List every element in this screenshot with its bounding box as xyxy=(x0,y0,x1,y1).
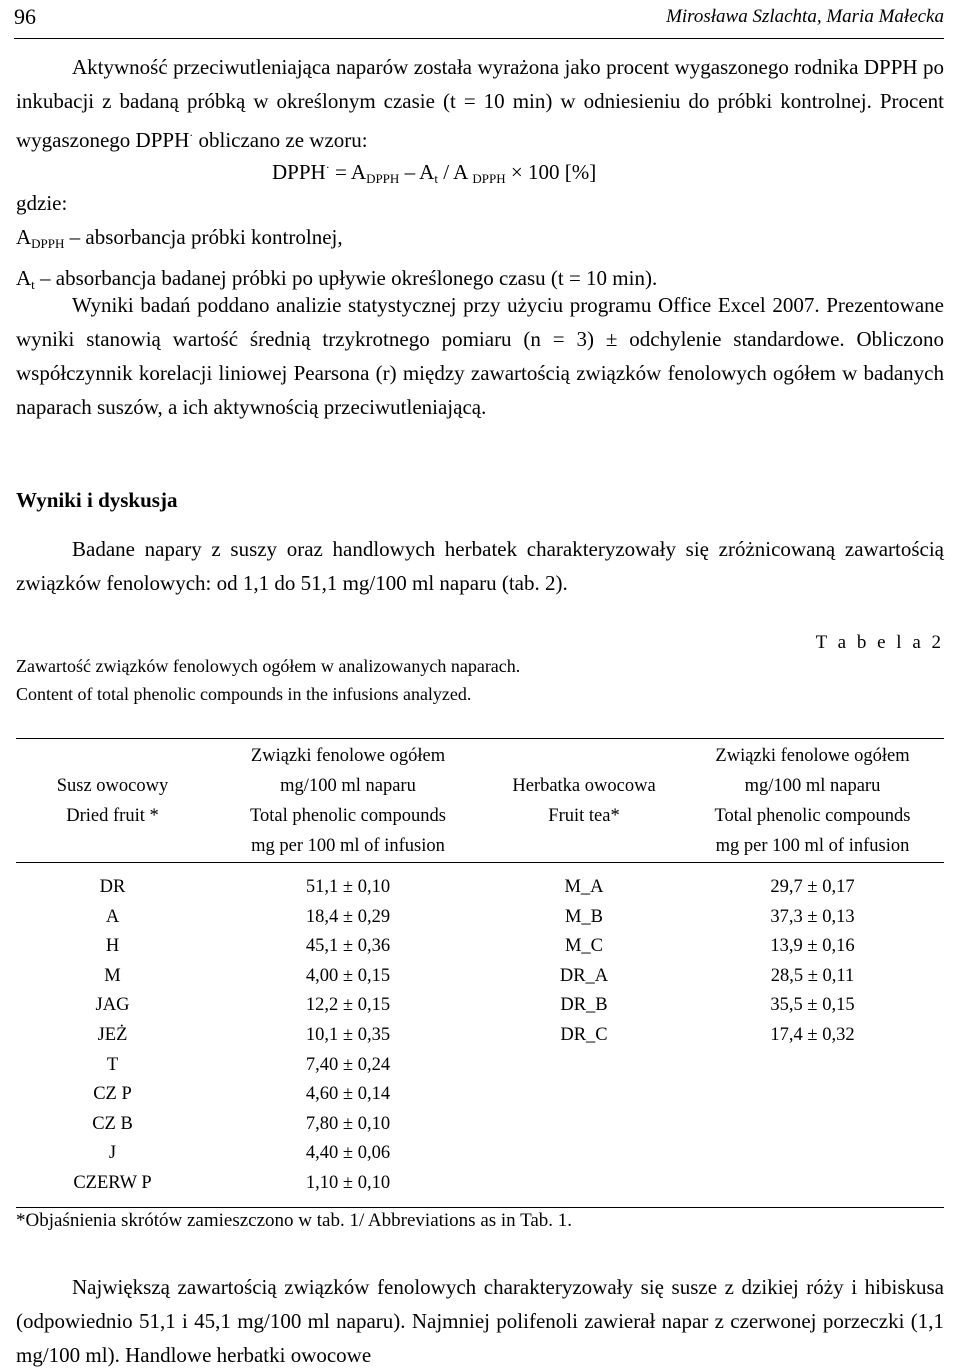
where-label: gdzie: xyxy=(16,191,68,215)
col-header-tea-phenolics: Związki fenolowe ogółem mg/100 ml naparu Total phenolic compounds mg per 100 ml of infusion xyxy=(681,739,944,863)
formula-lhs: DPPH xyxy=(272,160,326,184)
table-caption-pl: Zawartość związków fenolowych ogółem w analizowanych naparach. xyxy=(16,656,521,676)
col-header-fruit-tea: Herbatka owocowa Fruit tea* xyxy=(487,739,681,863)
table-row: CZ P 4,60 ± 0,14 xyxy=(93,1084,391,1105)
table-row: CZERW P 1,10 ± 0,10 xyxy=(73,1172,391,1193)
col-header-dried-fruit: Susz owocowy Dried fruit * xyxy=(16,739,209,863)
table-row: DR 51,1 ± 0,10 M_A 29,7 ± 0,17 xyxy=(99,877,855,897)
paragraph-results: Badane napary z suszy oraz handlowych herbatek charakteryzowały się zróżnicowaną zawartością związków fenolowych: od 1,1 do 51,1 mg/100 ml naparu (tab. 2). xyxy=(16,537,944,595)
legend-sub: t xyxy=(31,277,35,292)
section-heading: Wyniki i dyskusja xyxy=(16,488,178,512)
formula-minus: – A xyxy=(399,160,435,184)
para1-text-end: obliczano ze wzoru: xyxy=(193,128,368,152)
table-row: M 4,00 ± 0,15 DR_A 28,5 ± 0,11 xyxy=(104,965,855,986)
table-row: T 7,40 ± 0,24 xyxy=(106,1054,391,1075)
formula-sub: DPPH xyxy=(472,171,506,186)
formula-legend xyxy=(16,186,944,302)
page-header xyxy=(14,0,944,39)
paragraph-discussion: Największą zawartością związków fenolowych charakteryzowały się susze z dzikiej róży i hibiskusa (odpowiednio 51,1 i 45,1 mg/100 ml naparu). Najmniej polifenoli zawierał napar z czerwonej porzeczki (1,1 mg/100 ml). Handlowe herbatki owocowe xyxy=(16,1275,944,1367)
formula-eq: = A xyxy=(329,160,367,184)
table-footnote: *Objaśnienia skrótów zamieszczono w tab. 1/ Abbreviations as in Tab. 1. xyxy=(16,1210,573,1231)
table-row: H 45,1 ± 0,36 M_C 13,9 ± 0,16 xyxy=(105,936,855,957)
col-header-fruit-phenolics: Związki fenolowe ogółem mg/100 ml naparu Total phenolic compounds mg per 100 ml of infusion xyxy=(209,739,487,863)
table-label: T a b e l a 2 xyxy=(815,632,944,653)
legend-symbol: A xyxy=(16,225,32,249)
paragraph-dpph-method xyxy=(16,50,944,157)
formula-sub: DPPH xyxy=(366,171,400,186)
running-head-authors: Mirosława Szlachta, Maria Małecka xyxy=(666,6,944,27)
formula-radical-dot: · xyxy=(325,160,330,174)
formula-div: / A xyxy=(437,160,473,184)
table-row: JAG 12,2 ± 0,15 DR_B 35,5 ± 0,15 xyxy=(95,995,855,1016)
radical-dot: · xyxy=(189,128,194,142)
legend-symbol: A xyxy=(16,266,32,290)
dpph-formula xyxy=(272,160,596,187)
table-row: J 4,40 ± 0,06 xyxy=(108,1143,391,1164)
table-caption-en: Content of total phenolic compounds in the infusions analyzed. xyxy=(16,684,472,704)
table-row: JEŻ 10,1 ± 0,35 DR_C 17,4 ± 0,32 xyxy=(97,1024,855,1045)
table-row: A 18,4 ± 0,29 M_B 37,3 ± 0,13 xyxy=(105,906,855,927)
table-header-row xyxy=(16,739,944,863)
formula-sub: t xyxy=(434,171,438,186)
legend-text: – absorbancja badanej próbki po upływie określonego czasu (t = 10 min). xyxy=(34,266,658,290)
formula-times: × 100 [%] xyxy=(505,160,597,184)
para1-text: Aktywność przeciwutleniająca naparów została wyrażona jako procent wygaszonego rodnika DPPH po inkubacji z badaną próbką w określonym czasie (t = 10 min) w odniesieniu do próbki kontrolnej. Procent wygaszonego DPPH xyxy=(16,55,944,152)
legend-sub: DPPH xyxy=(31,236,65,251)
legend-text: – absorbancja próbki kontrolnej, xyxy=(64,225,343,249)
paragraph-statistics: Wyniki badań poddano analizie statystycznej przy użyciu programu Office Excel 2007. Prezentowane wyniki stanowią wartość średnią trzykrotnego pomiaru (n = 3) ± odchylenie standardowe. Obliczono współczynnik korelacji liniowej Pearsona (r) między zawartością związków fenolowych ogółem w badanych naparach suszów, a ich aktywnością przeciwutleniającą. xyxy=(16,293,944,419)
table-row: CZ B 7,80 ± 0,10 xyxy=(92,1113,391,1134)
page-number: 96 xyxy=(14,4,36,29)
phenolic-table xyxy=(16,738,944,1208)
